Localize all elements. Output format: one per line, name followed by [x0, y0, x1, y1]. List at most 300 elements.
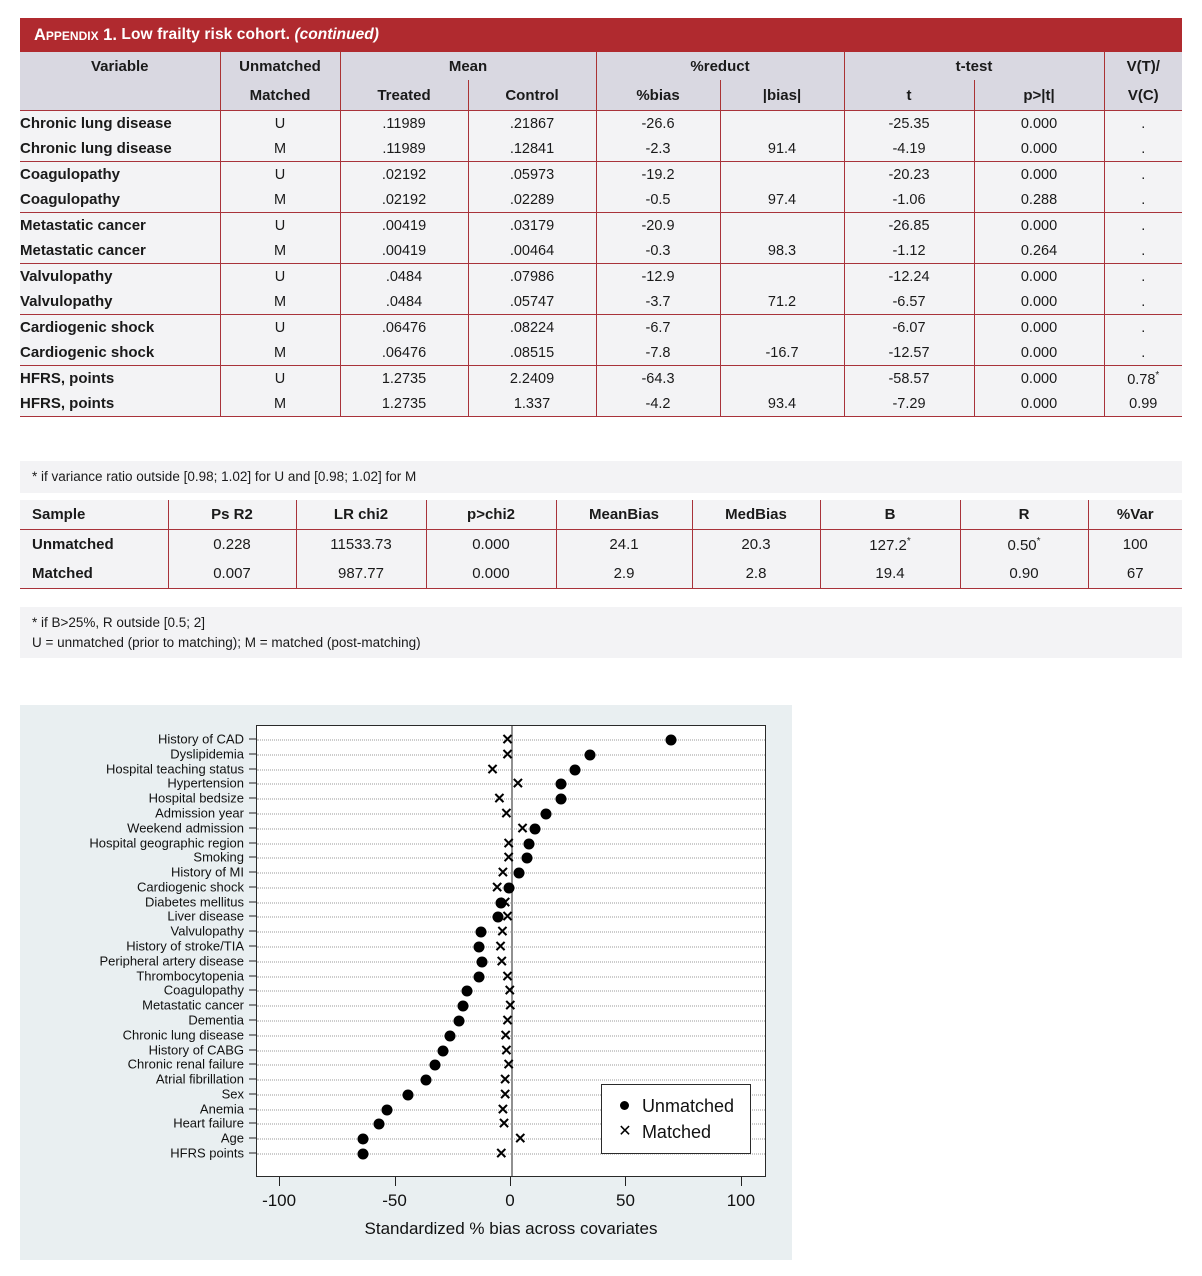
- chart-category-label: Metastatic cancer: [142, 997, 244, 1013]
- cell-v: .: [1104, 187, 1182, 213]
- row-variable-label: Cardiogenic shock: [20, 315, 220, 341]
- chart-y-tick: [249, 975, 256, 976]
- row-variable-label: Valvulopathy: [20, 264, 220, 290]
- cell-v: .: [1104, 213, 1182, 239]
- cell-p: 0.000: [974, 264, 1104, 290]
- chart-point-unmatched: [522, 853, 533, 864]
- legend-item-matched: [612, 1119, 734, 1145]
- header-vt: V(T)/: [1104, 52, 1182, 80]
- chart-category-label: History of CABG: [148, 1042, 244, 1057]
- cell-p: 0.000: [974, 391, 1104, 417]
- chart-point-matched: ✕: [498, 1071, 512, 1089]
- chart-point-unmatched: [473, 942, 484, 953]
- chart-category-label: Valvulopathy: [170, 923, 244, 939]
- chart-point-matched: ✕: [496, 923, 509, 941]
- chart-point-matched: ✕: [486, 761, 499, 779]
- cell-pbias: -3.7: [596, 289, 720, 315]
- chart-category-label: Weekend admission: [127, 820, 244, 836]
- chart-point-unmatched: [374, 1119, 385, 1130]
- chart-x-tick-label: -100: [262, 1191, 297, 1210]
- summary-header-medbias: MedBias: [692, 500, 820, 530]
- header-pctbias: %bias: [596, 80, 720, 111]
- summary-header-p-chi2: p>chi2: [426, 500, 556, 530]
- chart-y-tick: [249, 1079, 256, 1080]
- cell-control: .00464: [468, 238, 596, 264]
- cell-t: -1.12: [844, 238, 974, 264]
- cell-absbias: 71.2: [720, 289, 844, 315]
- chart-point-unmatched: [457, 1001, 468, 1012]
- chart-category-label: Chronic renal failure: [127, 1056, 244, 1072]
- cell-control: .08224: [468, 315, 596, 341]
- legend-x-icon: ✕: [618, 1123, 632, 1140]
- chart-point-matched: ✕: [516, 820, 529, 838]
- cell-t: -4.19: [844, 136, 974, 162]
- chart-x-tick-label: 50: [615, 1191, 635, 1210]
- cell-treated: .00419: [340, 213, 468, 239]
- summary-cell-r: 0.50*: [960, 530, 1088, 560]
- chart-category-label: Admission year: [155, 805, 244, 821]
- table-row: [20, 187, 1182, 213]
- appendix-label: Appendix 1.: [34, 25, 117, 44]
- cell-v: .: [1104, 264, 1182, 290]
- cell-absbias: 97.4: [720, 187, 844, 213]
- chart-point-matched: ✕: [511, 775, 525, 793]
- cell-v: .: [1104, 289, 1182, 315]
- appendix-continued: (continued): [294, 26, 379, 43]
- chart-plot-area: [256, 725, 766, 1177]
- summary-cell-p_chi2: 0.000: [426, 530, 556, 560]
- chart-point-matched: ✕: [504, 997, 517, 1015]
- cell-v: .: [1104, 111, 1182, 137]
- chart-category-label: Hospital teaching status: [105, 761, 244, 777]
- chart-category-label: Chronic lung disease: [122, 1027, 244, 1043]
- chart-y-tick: [249, 1034, 256, 1035]
- chart-point-matched: ✕: [494, 938, 507, 956]
- cell-treated: .02192: [340, 162, 468, 188]
- chart-point-unmatched: [555, 794, 566, 805]
- chart-point-matched: ✕: [497, 1115, 511, 1133]
- chart-x-tick: [510, 1177, 511, 1186]
- cell-treated: .00419: [340, 238, 468, 264]
- cell-p: 0.000: [974, 340, 1104, 366]
- summary-table-row: [20, 559, 1182, 589]
- header-absbias: |bias|: [720, 80, 844, 111]
- cell-treated: .0484: [340, 264, 468, 290]
- cell-v: 0.78*: [1104, 366, 1182, 392]
- chart-point-unmatched: [358, 1134, 369, 1145]
- summary-statistics-table: [20, 500, 1182, 589]
- cell-flag: M: [220, 187, 340, 213]
- table-row: [20, 289, 1182, 315]
- chart-y-tick: [249, 990, 256, 991]
- chart-point-unmatched: [420, 1075, 431, 1086]
- cell-absbias: [720, 264, 844, 290]
- cell-flag: U: [220, 315, 340, 341]
- chart-point-unmatched: [666, 735, 677, 746]
- chart-category-label: Peripheral artery disease: [99, 953, 244, 969]
- table-row: [20, 238, 1182, 264]
- cell-pbias: -64.3: [596, 366, 720, 392]
- chart-point-matched: ✕: [501, 1012, 514, 1030]
- header-ttest: t-test: [844, 52, 1104, 80]
- chart-point-matched: ✕: [501, 731, 514, 749]
- chart-gridline: [257, 828, 765, 829]
- chart-point-unmatched: [437, 1045, 448, 1056]
- chart-point-matched: ✕: [496, 864, 510, 882]
- chart-x-tick: [625, 1177, 626, 1186]
- cell-flag: M: [220, 289, 340, 315]
- chart-y-tick: [249, 1019, 256, 1020]
- header-pvalue: p>|t|: [974, 80, 1104, 111]
- header-mean: Mean: [340, 52, 596, 80]
- summary-cell-lr_chi2: 987.77: [296, 559, 426, 589]
- chart-y-axis-labels: [20, 725, 252, 1177]
- row-variable-label: Chronic lung disease: [20, 111, 220, 137]
- cell-pbias: -7.8: [596, 340, 720, 366]
- table-row: [20, 264, 1182, 290]
- chart-point-matched: ✕: [496, 1101, 510, 1119]
- cell-treated: 1.2735: [340, 366, 468, 392]
- cell-t: -1.06: [844, 187, 974, 213]
- cell-v: .: [1104, 238, 1182, 264]
- table-row: [20, 111, 1182, 137]
- cell-pbias: -4.2: [596, 391, 720, 417]
- chart-legend: [601, 1084, 751, 1154]
- chart-point-matched: ✕: [493, 790, 506, 808]
- summary-cell-pct_var: 67: [1088, 559, 1182, 589]
- chart-x-tick: [741, 1177, 742, 1186]
- chart-point-unmatched: [454, 1015, 465, 1026]
- chart-point-matched: ✕: [500, 1042, 513, 1059]
- chart-point-unmatched: [477, 956, 488, 967]
- chart-y-tick: [249, 812, 256, 813]
- summary-header-b: B: [820, 500, 960, 530]
- summary-header-row: [20, 500, 1182, 530]
- cell-t: -6.57: [844, 289, 974, 315]
- chart-point-matched: ✕: [503, 982, 517, 1000]
- summary-cell-sample: Matched: [20, 559, 168, 589]
- cell-v: .: [1104, 315, 1182, 341]
- summary-header-r: R: [960, 500, 1088, 530]
- cell-control: .02289: [468, 187, 596, 213]
- chart-point-unmatched: [461, 986, 472, 997]
- cell-pbias: -26.6: [596, 111, 720, 137]
- table-row: [20, 162, 1182, 188]
- chart-y-tick: [249, 783, 256, 784]
- chart-x-tick-label: 100: [726, 1191, 756, 1210]
- chart-x-axis-title: Standardized % bias across covariates: [364, 1219, 658, 1238]
- header-control: Control: [468, 80, 596, 111]
- cell-p: 0.000: [974, 315, 1104, 341]
- cell-treated: .11989: [340, 136, 468, 162]
- cell-treated: .06476: [340, 315, 468, 341]
- chart-point-unmatched: [584, 749, 595, 760]
- chart-y-tick: [249, 1138, 256, 1139]
- chart-category-label: Diabetes mellitus: [145, 894, 244, 910]
- header-preduct: %reduct: [596, 52, 844, 80]
- chart-point-unmatched: [476, 927, 487, 938]
- header-unmatched: Unmatched: [220, 52, 340, 80]
- chart-point-matched: ✕: [498, 894, 512, 912]
- cell-control: .12841: [468, 136, 596, 162]
- chart-point-unmatched: [429, 1060, 440, 1071]
- chart-point-matched: ✕: [502, 849, 515, 867]
- summary-header-ps-r2: Ps R2: [168, 500, 296, 530]
- cell-v: .: [1104, 136, 1182, 162]
- cell-t: -20.23: [844, 162, 974, 188]
- chart-category-label: Dementia: [188, 1012, 244, 1028]
- summary-cell-ps_r2: 0.228: [168, 530, 296, 560]
- cell-absbias: [720, 315, 844, 341]
- summary-cell-b: 19.4: [820, 559, 960, 589]
- bias-chart-panel: [20, 705, 792, 1260]
- chart-y-tick: [249, 1108, 256, 1109]
- summary-table-footnotes: [20, 607, 1182, 658]
- cell-control: 2.2409: [468, 366, 596, 392]
- chart-x-tick-label: 0: [505, 1191, 515, 1210]
- cell-v: .: [1104, 340, 1182, 366]
- summary-cell-ps_r2: 0.007: [168, 559, 296, 589]
- summary-footnote-2: U = unmatched (prior to matching); M = matched (post-matching): [32, 634, 421, 650]
- chart-x-axis-ticks: [256, 1177, 766, 1187]
- cell-p: 0.264: [974, 238, 1104, 264]
- cell-control: .07986: [468, 264, 596, 290]
- chart-point-unmatched: [524, 838, 535, 849]
- chart-point-matched: ✕: [502, 835, 515, 852]
- cell-absbias: 93.4: [720, 391, 844, 417]
- chart-x-tick: [279, 1177, 280, 1186]
- chart-point-matched: ✕: [495, 1145, 508, 1163]
- chart-category-label: Coagulopathy: [163, 982, 244, 998]
- cell-pbias: -0.5: [596, 187, 720, 213]
- cell-treated: .11989: [340, 111, 468, 137]
- header-matched: Matched: [220, 80, 340, 111]
- chart-category-label: Heart failure: [173, 1115, 244, 1131]
- cell-flag: M: [220, 340, 340, 366]
- chart-y-tick: [249, 1005, 256, 1006]
- appendix-title: Low frailty risk cohort.: [121, 26, 291, 43]
- chart-gridline: [257, 769, 765, 770]
- row-variable-label-spacer: HFRS, points: [20, 391, 220, 417]
- legend-item-unmatched: [612, 1093, 734, 1119]
- summary-cell-mean_bias: 2.9: [556, 559, 692, 589]
- appendix-title-bar: [20, 18, 1182, 52]
- cell-p: 0.000: [974, 289, 1104, 315]
- chart-x-tick: [395, 1177, 396, 1186]
- cell-pbias: -0.3: [596, 238, 720, 264]
- chart-point-unmatched: [569, 764, 580, 775]
- chart-point-unmatched: [382, 1104, 393, 1115]
- chart-gridline: [257, 799, 765, 800]
- chart-y-tick: [249, 768, 256, 769]
- cell-p: 0.000: [974, 366, 1104, 392]
- chart-point-unmatched: [540, 808, 551, 819]
- summary-header-sample: Sample: [20, 500, 168, 530]
- chart-gridline: [257, 947, 765, 948]
- chart-point-matched: ✕: [495, 953, 509, 971]
- chart-category-label: Age: [220, 1130, 244, 1146]
- row-variable-label: Coagulopathy: [20, 162, 220, 188]
- chart-category-label: Anemia: [199, 1101, 244, 1117]
- table-header-row-top: [20, 52, 1182, 80]
- cell-absbias: 98.3: [720, 238, 844, 264]
- cell-t: -12.24: [844, 264, 974, 290]
- summary-cell-sample: Unmatched: [20, 530, 168, 560]
- chart-point-matched: ✕: [500, 805, 513, 823]
- summary-header-lr-chi2: LR chi2: [296, 500, 426, 530]
- chart-y-tick: [249, 827, 256, 828]
- cell-t: -7.29: [844, 391, 974, 417]
- chart-y-tick: [249, 960, 256, 961]
- balance-statistics-table: [20, 52, 1182, 417]
- chart-y-tick: [249, 1049, 256, 1050]
- chart-point-unmatched: [473, 971, 484, 982]
- chart-category-label: HFRS points: [170, 1145, 244, 1161]
- chart-y-tick: [249, 1064, 256, 1065]
- chart-category-label: Atrial fibrillation: [155, 1071, 244, 1087]
- cell-control: .03179: [468, 213, 596, 239]
- cell-flag: M: [220, 136, 340, 162]
- header-treated: Treated: [340, 80, 468, 111]
- chart-category-label: Thrombocytopenia: [136, 968, 244, 984]
- cell-absbias: 91.4: [720, 136, 844, 162]
- header-variable: Variable: [20, 52, 220, 80]
- chart-point-unmatched: [357, 1149, 368, 1160]
- cell-flag: U: [220, 162, 340, 188]
- chart-point-matched: ✕: [513, 1130, 527, 1148]
- chart-y-tick: [249, 931, 256, 932]
- chart-y-tick: [249, 916, 256, 917]
- cell-p: 0.000: [974, 111, 1104, 137]
- cell-treated: .0484: [340, 289, 468, 315]
- chart-category-label: Hypertension: [167, 775, 244, 791]
- cell-flag: M: [220, 238, 340, 264]
- row-variable-label-spacer: Metastatic cancer: [20, 238, 220, 264]
- chart-x-tick-label: -50: [382, 1191, 407, 1210]
- cell-flag: U: [220, 213, 340, 239]
- chart-point-unmatched: [555, 779, 566, 790]
- chart-y-tick: [249, 886, 256, 887]
- header-vc: V(C): [1104, 80, 1182, 111]
- chart-y-tick: [249, 1153, 256, 1154]
- summary-cell-r: 0.90: [960, 559, 1088, 589]
- row-variable-label: HFRS, points: [20, 366, 220, 392]
- row-variable-label: Metastatic cancer: [20, 213, 220, 239]
- chart-y-tick: [249, 1093, 256, 1094]
- row-variable-label-spacer: Valvulopathy: [20, 289, 220, 315]
- legend-label-unmatched: Unmatched: [641, 1095, 734, 1116]
- cell-v: .: [1104, 162, 1182, 188]
- chart-y-tick: [249, 872, 256, 873]
- cell-absbias: [720, 213, 844, 239]
- chart-gridline: [257, 961, 765, 962]
- cell-p: 0.000: [974, 136, 1104, 162]
- cell-p: 0.000: [974, 213, 1104, 239]
- table-row: [20, 315, 1182, 341]
- chart-y-tick: [249, 739, 256, 740]
- chart-y-tick: [249, 798, 256, 799]
- chart-category-label: Sex: [221, 1086, 244, 1102]
- summary-cell-pct_var: 100: [1088, 530, 1182, 560]
- chart-point-unmatched: [403, 1089, 414, 1100]
- chart-category-label: Hospital bedsize: [148, 790, 244, 806]
- summary-cell-med_bias: 20.3: [692, 530, 820, 560]
- chart-category-label: Cardiogenic shock: [137, 879, 244, 895]
- chart-point-unmatched: [530, 823, 541, 834]
- cell-treated: 1.2735: [340, 391, 468, 417]
- cell-p: 0.288: [974, 187, 1104, 213]
- header-t: t: [844, 80, 974, 111]
- chart-y-tick: [249, 1123, 256, 1124]
- cell-p: 0.000: [974, 162, 1104, 188]
- cell-flag: U: [220, 264, 340, 290]
- summary-table-row: [20, 530, 1182, 560]
- cell-v: 0.99: [1104, 391, 1182, 417]
- chart-point-matched: ✕: [502, 1056, 515, 1074]
- table-header-row-bottom: [20, 80, 1182, 111]
- chart-category-label: History of CAD: [158, 731, 244, 747]
- row-variable-label-spacer: Coagulopathy: [20, 187, 220, 213]
- header-blank: [20, 80, 220, 111]
- cell-flag: U: [220, 366, 340, 392]
- chart-y-tick: [249, 946, 256, 947]
- table-row: [20, 136, 1182, 162]
- chart-point-matched: ✕: [501, 968, 514, 986]
- summary-header-meanbias: MeanBias: [556, 500, 692, 530]
- cell-treated: .02192: [340, 187, 468, 213]
- cell-t: -6.07: [844, 315, 974, 341]
- cell-pbias: -20.9: [596, 213, 720, 239]
- table-row: [20, 366, 1182, 392]
- chart-y-tick: [249, 901, 256, 902]
- chart-point-matched: ✕: [501, 746, 514, 764]
- table-row: [20, 391, 1182, 417]
- legend-label-matched: Matched: [641, 1121, 711, 1142]
- summary-cell-med_bias: 2.8: [692, 559, 820, 589]
- chart-category-label: Liver disease: [167, 908, 244, 924]
- summary-cell-lr_chi2: 11533.73: [296, 530, 426, 560]
- row-variable-label-spacer: Cardiogenic shock: [20, 340, 220, 366]
- summary-cell-p_chi2: 0.000: [426, 559, 556, 589]
- chart-point-unmatched: [444, 1030, 455, 1041]
- chart-point-unmatched: [503, 882, 514, 893]
- cell-absbias: [720, 162, 844, 188]
- cell-absbias: -16.7: [720, 340, 844, 366]
- cell-t: -12.57: [844, 340, 974, 366]
- summary-footnote-1: * if B>25%, R outside [0.5; 2]: [32, 615, 205, 630]
- chart-point-matched: ✕: [499, 1027, 512, 1045]
- chart-point-matched: ✕: [501, 908, 514, 926]
- table-row: [20, 213, 1182, 239]
- chart-category-label: Smoking: [193, 849, 244, 865]
- cell-t: -26.85: [844, 213, 974, 239]
- chart-gridline: [257, 932, 765, 933]
- legend-circle-icon: [612, 1098, 638, 1114]
- cell-absbias: [720, 366, 844, 392]
- cell-pbias: -12.9: [596, 264, 720, 290]
- table-row: [20, 340, 1182, 366]
- cell-control: .21867: [468, 111, 596, 137]
- cell-control: .05747: [468, 289, 596, 315]
- chart-gridline: [257, 873, 765, 874]
- cell-pbias: -19.2: [596, 162, 720, 188]
- chart-category-label: Hospital geographic region: [89, 835, 244, 850]
- cell-t: -25.35: [844, 111, 974, 137]
- chart-point-unmatched: [514, 868, 525, 879]
- chart-y-tick: [249, 842, 256, 843]
- chart-category-label: History of stroke/TIA: [126, 938, 244, 954]
- chart-point-matched: ✕: [490, 879, 504, 897]
